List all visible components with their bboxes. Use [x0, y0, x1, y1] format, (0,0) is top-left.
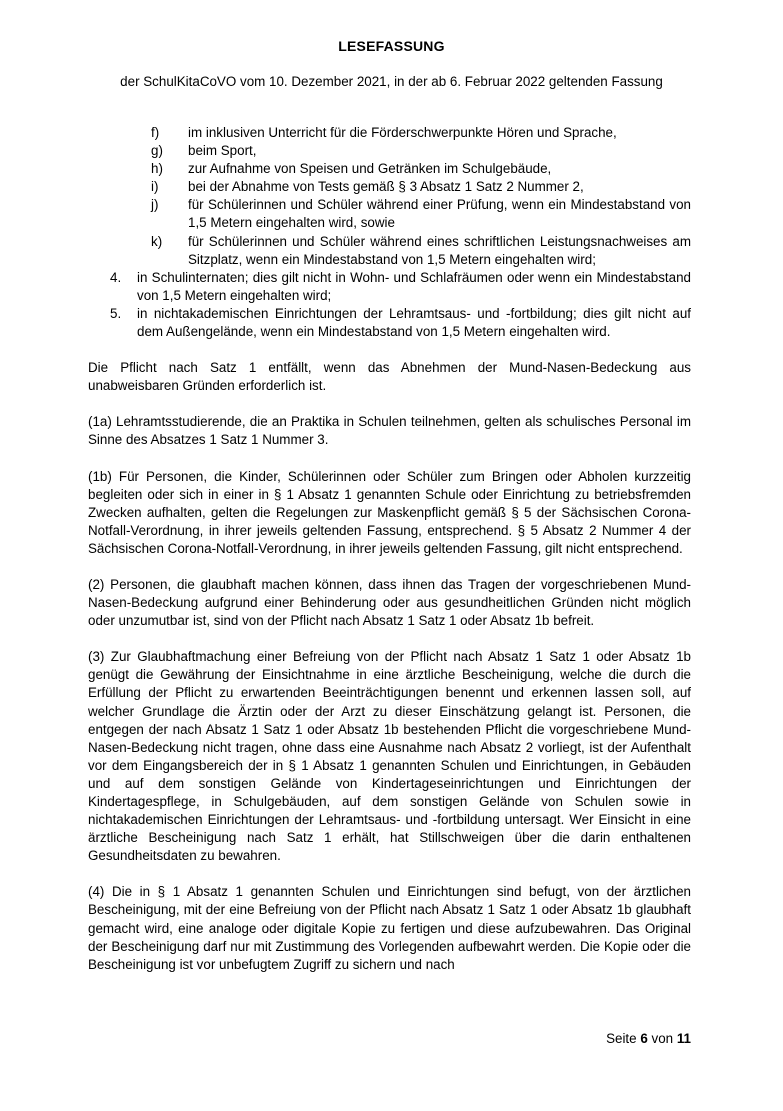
paragraph-1b: (1b) Für Personen, die Kinder, Schülerinnen oder Schüler zum Bringen oder Abholen kurzzeitig begleiten oder sich in einer in § 1 Absatz 1 genannten Schule oder Einrichtung zu betriebsfremden Zwecken aufhalten, gelten die Regelungen zur Maskenpflicht gemäß § 5 der Sächsischen Corona-Notfall-Verordnung, in ihrer jeweils geltenden Fassung, entsprechend. § 5 Absatz 2 Nummer 4 der Sächsischen Corona-Notfall-Verordnung, in ihrer jeweils geltenden Fassung, gilt nicht entsprechend.: [88, 468, 691, 556]
list-item-label: j): [151, 197, 159, 213]
list-item-text: für Schülerinnen und Schüler während einer Prüfung, wenn ein Mindestabstand von 1,5 Metern eingehalten wird, sowie: [188, 197, 691, 231]
paragraph-1a: (1a) Lehramtsstudierende, die an Praktika in Schulen teilnehmen, gelten als schulisches Personal im Sinne des Absatzes 1 Satz 1 Nummer 3.: [88, 414, 691, 448]
numbered-item-label: 4.: [110, 269, 122, 285]
list-item: [88, 196, 691, 232]
list-item-text: zur Aufnahme von Speisen und Getränken im Schulgebäude,: [188, 161, 552, 177]
page-title: LESEFASSUNG: [338, 38, 445, 54]
numbered-item: [88, 305, 691, 341]
list-item: [88, 160, 691, 178]
list-item-label: k): [151, 233, 163, 249]
paragraph-3: (3) Zur Glaubhaftmachung einer Befreiung von der Pflicht nach Absatz 1 Satz 1 oder Absatz 1b genügt die Gewährung der Einsichtnahme in eine ärztliche Bescheinigung, welche die durch die Erfüllung der Pflicht zu erwartenden Beeinträchtigungen benennt und erkennen lassen soll, auf welcher Grundlage die Ärztin oder der Arzt zu dieser Einschätzung gelangt ist. Personen, die entgegen der nach Absatz 1 Satz 1 oder Absatz 1b bestehenden Pflicht die vorgeschriebene Mund-Nasen-Bedeckung nicht tragen, ohne dass eine Ausnahme nach Absatz 2 vorliegt, ist der Aufenthalt vor dem Eingangsbereich der in § 1 Absatz 1 genannten Schulen und Einrichtungen, in Gebäuden und auf dem sonstigen Gelände von Kindertageseinrichtungen und Einrichtungen der Kindertagespflege, in Schulgebäuden, auf dem sonstigen Gelände von Schulen sowie in nichtakademischen Einrichtungen der Lehramtsaus- und -fortbildung untersagt. Wer Einsicht in eine ärztliche Bescheinigung nach Satz 1 erhält, hat Stillschweigen über die darin enthaltenen Gesundheitsdaten zu bewahren.: [88, 649, 691, 864]
numbered-item-text: in Schulinternaten; dies gilt nicht in Wohn- und Schlafräumen oder wenn ein Mindestabstand von 1,5 Metern eingehalten wird;: [137, 269, 691, 303]
list-item: [88, 124, 691, 142]
page-number: [606, 1031, 691, 1046]
list-item-label: g): [151, 143, 163, 159]
paragraph-exception: Die Pflicht nach Satz 1 entfällt, wenn das Abnehmen der Mund-Nasen-Bedeckung aus unabweisbaren Gründen erforderlich ist.: [88, 360, 691, 394]
list-item: [88, 233, 691, 269]
paragraph-4: (4) Die in § 1 Absatz 1 genannten Schulen und Einrichtungen sind befugt, von der ärztlichen Bescheinigung, mit der eine Befreiung von der Pflicht nach Absatz 1 Satz 1 oder Absatz 1b glaubhaft gemacht wird, eine analoge oder digitale Kopie zu fertigen und diese aufzubewahren. Das Original der Bescheinigung darf nur mit Zustimmung des Vorlegenden aufbewahrt werden. Die Kopie oder die Bescheinigung ist vor unbefugtem Zugriff zu sichern und nach: [88, 884, 691, 972]
page-number-total: 11: [676, 1031, 691, 1046]
numbered-item-label: 5.: [110, 305, 122, 321]
page-number-prefix: Seite: [606, 1031, 637, 1046]
page-number-separator: von: [651, 1031, 674, 1046]
list-item: [88, 142, 691, 160]
numbered-item: [88, 269, 691, 305]
list-item-text: für Schülerinnen und Schüler während eines schriftlichen Leistungsnachweises am Sitzplatz, wenn ein Mindestabstand von 1,5 Metern eingehalten wird;: [188, 233, 691, 267]
list-item-text: beim Sport,: [188, 143, 257, 159]
list-item-label: i): [151, 179, 159, 195]
paragraph-2: (2) Personen, die glaubhaft machen können, dass ihnen das Tragen der vorgeschriebenen Mund-Nasen-Bedeckung aufgrund einer Behinderung oder aus gesundheitlichen Gründen nicht möglich oder unzumutbar ist, sind von der Pflicht nach Absatz 1 Satz 1 oder Absatz 1b befreit.: [88, 576, 691, 629]
list-item-label: f): [151, 125, 160, 140]
list-item-text: im inklusiven Unterricht für die Förderschwerpunkte Hören und Sprache,: [188, 125, 617, 140]
numbered-item-text: in nichtakademischen Einrichtungen der Lehramtsaus- und -fortbildung; dies gilt nicht auf dem Außengelände, wenn ein Mindestabstand von 1,5 Metern eingehalten wird.: [137, 305, 691, 340]
page-subtitle: der SchulKitaCoVO vom 10. Dezember 2021, in der ab 6. Februar 2022 geltenden Fassung: [120, 74, 663, 89]
list-item-text: bei der Abnahme von Tests gemäß § 3 Absatz 1 Satz 2 Nummer 2,: [188, 179, 584, 195]
document-body: [88, 124, 691, 974]
list-item-label: h): [151, 161, 163, 177]
page-number-current: 6: [640, 1031, 648, 1046]
list-item: [88, 178, 691, 196]
